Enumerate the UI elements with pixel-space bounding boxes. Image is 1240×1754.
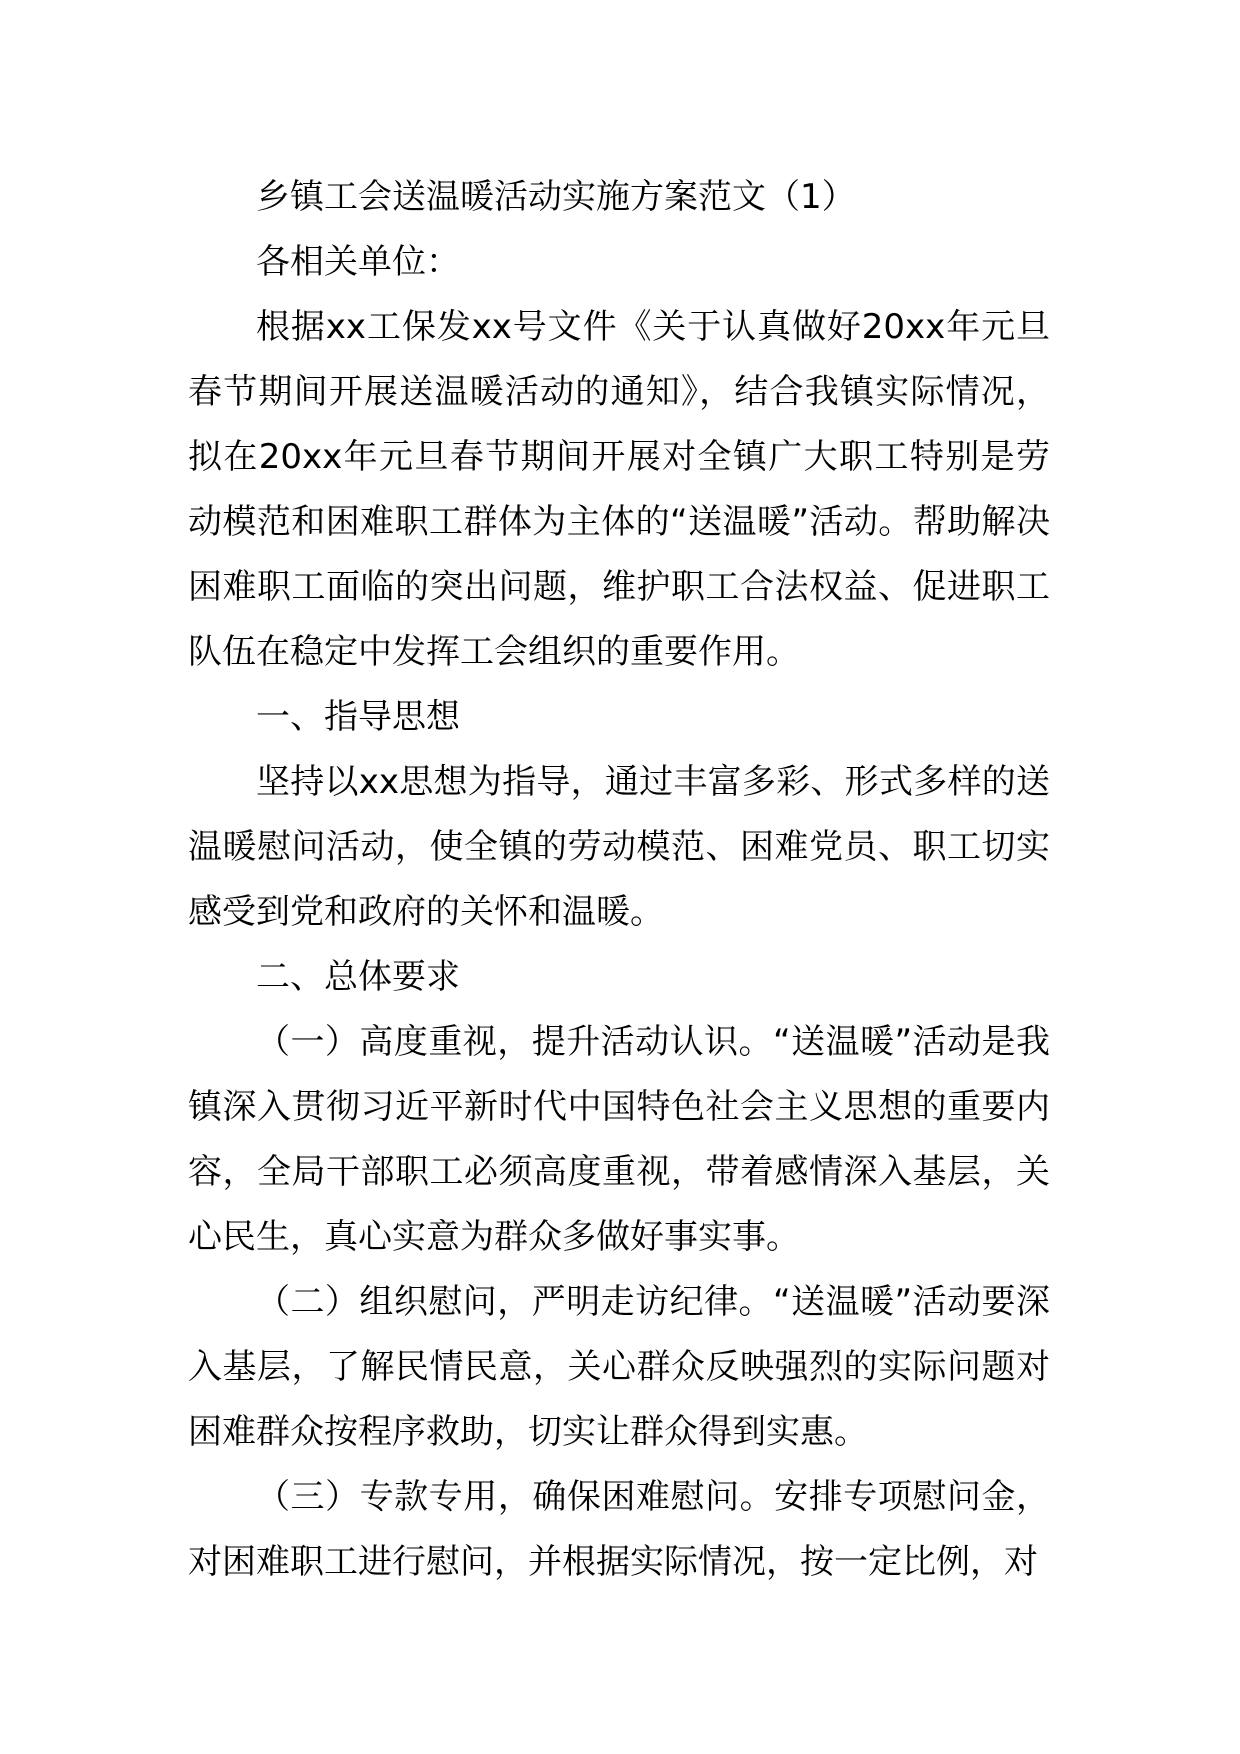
- requirement-item-1: （一）高度重视，提升活动认识。“送温暖”活动是我镇深入贯彻习近平新时代中国特色社会主义思想的重要内容，全局干部职工必须高度重视，带着感情深入基层，关心民生，真心实意为群众多做好事实事。: [188, 1022, 1050, 1257]
- requirement-item-3: （三）专款专用，确保困难慰问。安排专项慰问金，对困难职工进行慰问，并根据实际情况，按一定比例，对: [188, 1477, 1050, 1582]
- document-body: [188, 165, 1050, 1595]
- section-heading-guiding-thought: 一、指导思想: [256, 697, 460, 737]
- intro-paragraph: 根据xx工保发xx号文件《关于认真做好20xx年元旦春节期间开展送温暖活动的通知》，结合我镇实际情况，拟在20xx年元旦春节期间开展对全镇广大职工特别是劳动模范和困难职工群体为主体的“送温暖”活动。帮助解决困难职工面临的突出问题，维护职工合法权益、促进职工队伍在稳定中发挥工会组织的重要作用。: [188, 307, 1050, 672]
- requirement-item-2: （二）组织慰问，严明走访纪律。“送温暖”活动要深入基层，了解民情民意，关心群众反映强烈的实际问题对困难群众按程序救助，切实让群众得到实惠。: [188, 1282, 1050, 1452]
- guiding-thought-paragraph: 坚持以xx思想为指导，通过丰富多彩、形式多样的送温暖慰问活动，使全镇的劳动模范、困难党员、职工切实感受到党和政府的关怀和温暖。: [188, 762, 1050, 932]
- document-title: 乡镇工会送温暖活动实施方案范文（1）: [256, 177, 856, 217]
- salutation: 各相关单位：: [256, 242, 460, 282]
- section-heading-general-requirements: 二、总体要求: [256, 957, 460, 997]
